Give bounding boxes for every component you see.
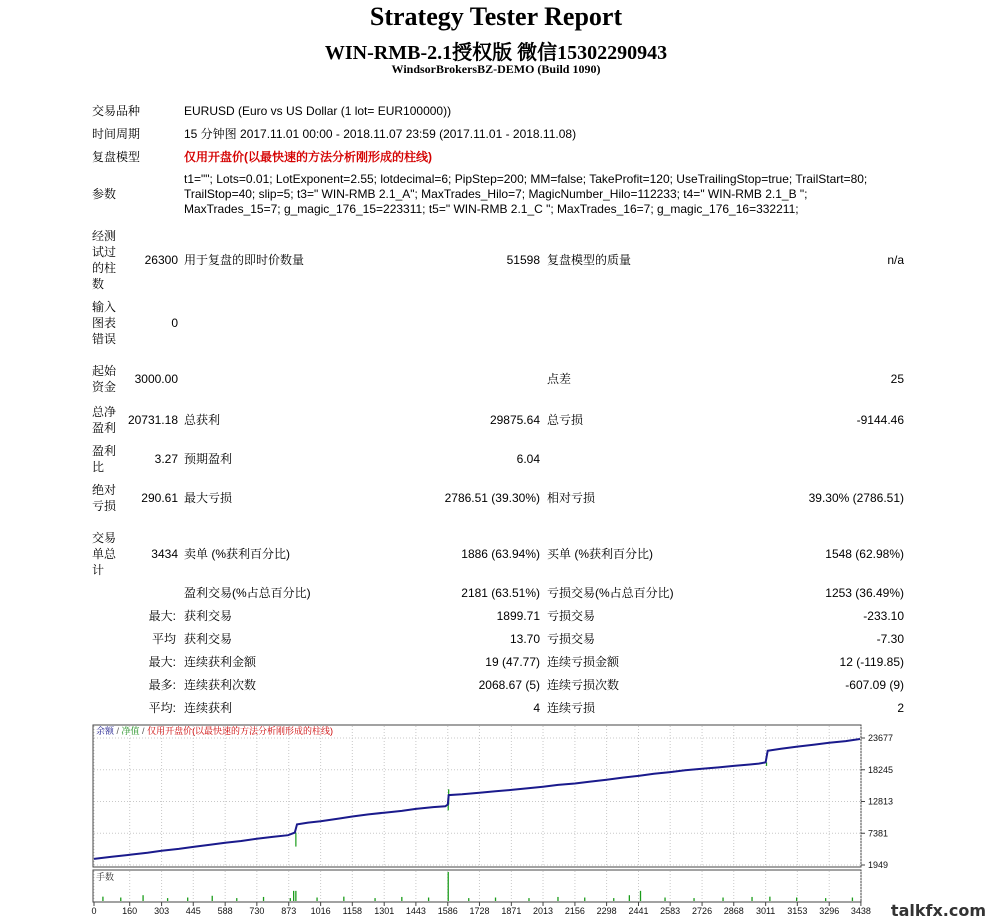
balance-chart [88,722,990,922]
period-value: 15 分钟图 2017.11.01 00:00 - 2018.11.07 23:59 (2017.11.01 - 2018.11.08) [184,127,577,141]
detail-label: 连续亏损 [547,701,596,715]
detail-label: 连续获利次数 [184,678,257,692]
short-value: 1886 (63.94%) [461,547,540,561]
chart-volume-frame [93,870,861,902]
detail-value: 4 [533,701,540,715]
symbol-label: 交易品种 [92,104,141,118]
detail-label: 连续获利 [184,701,233,715]
x-tick-label: 445 [185,906,201,916]
pf-label: 比 [92,460,105,474]
deposit-label: 资金 [92,380,117,394]
legend-separator: / [114,726,122,736]
model-label: 复盘模型 [92,150,141,164]
y-tick-label: 1949 [868,860,889,870]
x-tick-label: 1016 [310,906,331,916]
x-tick-label: 1158 [342,906,362,916]
maxdd-label: 最大亏损 [184,491,233,505]
errors-label: 错误 [92,332,117,346]
legend-model: 仅用开盘价(以最快速的方法分析刚形成的柱线) [147,726,334,736]
errors-label: 图表 [92,316,117,330]
bars-label: 的柱 [92,261,117,275]
loss-trades-label: 亏损交易(%占总百分比) [547,586,674,600]
spread-value: 25 [890,372,904,386]
profit-trades-value: 2181 (63.51%) [461,586,540,600]
long-label: 买单 (%获利百分比) [547,547,653,561]
params-line: MaxTrades_15=7; g_magic_176_15=223311; t5=" WIN-RMB 2.1_C "; MaxTrades_16=7; g_magic_176_16=332211; [184,202,799,216]
spread-label: 点差 [547,372,572,386]
x-tick-label: 160 [122,906,138,916]
payoff-label: 预期盈利 [184,452,233,466]
x-tick-label: 2441 [628,906,649,916]
x-tick-label: 2583 [660,906,681,916]
chart-legend [96,725,333,736]
long-value: 1548 (62.98%) [825,547,904,561]
detail-value: -7.30 [876,632,904,646]
x-tick-label: 303 [154,906,170,916]
deposit-value: 3000.00 [134,372,178,386]
deposit-label: 起始 [92,364,117,378]
period-label: 时间周期 [92,127,141,141]
x-tick-label: 3438 [850,906,871,916]
report-title: Strategy Tester Report [369,2,623,31]
reldd-value: 39.30% (2786.51) [808,491,904,505]
x-tick-label: 1586 [437,906,458,916]
x-tick-label: 2013 [533,906,554,916]
detail-label: 亏损交易 [547,632,596,646]
trades-value: 3434 [151,547,178,561]
netprofit-label: 总净 [92,405,117,419]
x-tick-label: 1871 [501,906,522,916]
maxdd-value: 2786.51 (39.30%) [444,491,540,505]
loss-trades-value: 1253 (36.49%) [825,586,904,600]
params-label: 参数 [92,187,117,201]
quality-label: 复盘模型的质量 [547,253,632,267]
detail-prefix: 最多: [148,678,176,692]
grossprofit-value: 29875.64 [489,413,540,427]
pf-value: 3.27 [154,452,178,466]
short-label: 卖单 (%获利百分比) [184,547,290,561]
errors-value: 0 [171,316,178,330]
detail-value: 2068.67 (5) [478,678,540,692]
netprofit-value: 20731.18 [127,413,178,427]
reldd-label: 相对亏损 [547,491,596,505]
bars-label: 试过 [92,245,117,259]
detail-value: 1899.71 [496,609,540,623]
absdd-label: 绝对 [92,483,117,497]
bars-value: 26300 [144,253,178,267]
y-tick-label: 23677 [868,733,894,743]
x-tick-label: 2298 [596,906,617,916]
params-line: t1=""; Lots=0.01; LotExponent=2.55; lotdecimal=6; PipStep=200; MM=false; TakeProfit=120; UseTrailingStop=true; TrailStart=80; [184,172,868,186]
x-tick-label: 2726 [692,906,713,916]
detail-label: 获利交易 [184,632,233,646]
y-tick-label: 18245 [868,764,894,775]
trades-label: 交易 [92,531,117,545]
legend-separator: / [139,726,148,736]
grossprofit-label: 总获利 [184,413,221,427]
volume-label: 手数 [96,872,115,882]
payoff-value: 6.04 [516,452,540,466]
trades-label: 单总 [92,547,117,561]
x-tick-label: 873 [281,906,297,916]
detail-label: 亏损交易 [547,609,596,623]
detail-value: -233.10 [863,609,904,623]
model-value: 仅用开盘价(以最快速的方法分析刚形成的柱线) [184,150,432,164]
params-line: TrailStop=40; slip=5; t3=" WIN-RMB 2.1_A"; MaxTrades_Hilo=7; MagicNumber_Hilo=112233; t4=" WIN-RMB 2.1_B "; [184,187,808,201]
ticks-label: 用于复盘的即时价数量 [184,253,305,267]
detail-prefix: 最大: [148,609,176,623]
x-tick-label: 730 [249,906,265,916]
x-tick-label: 1443 [405,906,426,916]
detail-value: 19 (47.77) [485,655,540,669]
detail-label: 获利交易 [184,609,233,623]
server-build: WindsorBrokersBZ-DEMO (Build 1090) [391,62,601,76]
x-tick-label: 3296 [819,906,840,916]
x-tick-label: 2156 [564,906,585,916]
detail-label: 连续亏损金额 [547,655,620,669]
profit-trades-label: 盈利交易(%占总百分比) [184,586,311,600]
y-tick-label: 7381 [868,828,889,839]
watermark: talkfx.com [890,901,986,920]
detail-value: -607.09 (9) [845,678,904,692]
ticks-value: 51598 [506,253,540,267]
bars-label: 经测 [92,229,117,243]
x-tick-label: 2868 [723,906,744,916]
absdd-value: 290.61 [141,491,178,505]
x-tick-label: 588 [217,906,233,916]
pf-label: 盈利 [92,444,117,458]
bars-label: 数 [92,277,105,291]
x-tick-label: 3011 [755,906,776,916]
legend-balance: 余额 [96,726,115,736]
quality-value: n/a [887,253,904,267]
detail-value: 12 (-119.85) [839,655,904,669]
detail-value: 2 [897,701,904,715]
symbol-value: EURUSD (Euro vs US Dollar (1 lot= EUR100000)) [184,104,452,118]
absdd-label: 亏损 [92,499,117,513]
legend-equity: 净值 [121,726,140,736]
y-tick-label: 12813 [868,796,894,807]
detail-prefix: 平均: [148,701,176,715]
errors-label: 输入 [92,300,117,314]
x-tick-label: 1728 [469,906,490,916]
detail-prefix: 平均 [151,632,176,646]
detail-label: 连续获利金额 [184,655,257,669]
x-tick-label: 3153 [787,906,808,916]
x-tick-label: 0 [91,906,97,916]
detail-prefix: 最大: [148,655,176,669]
detail-value: 13.70 [509,632,540,646]
grossloss-value: -9144.46 [856,413,904,427]
x-tick-label: 1301 [374,906,395,916]
report-subtitle: WIN-RMB-2.1授权版 微信15302290943 [324,42,668,64]
grossloss-label: 总亏损 [547,413,584,427]
detail-label: 连续亏损次数 [547,678,620,692]
trades-label: 计 [92,563,105,577]
netprofit-label: 盈利 [92,421,117,435]
